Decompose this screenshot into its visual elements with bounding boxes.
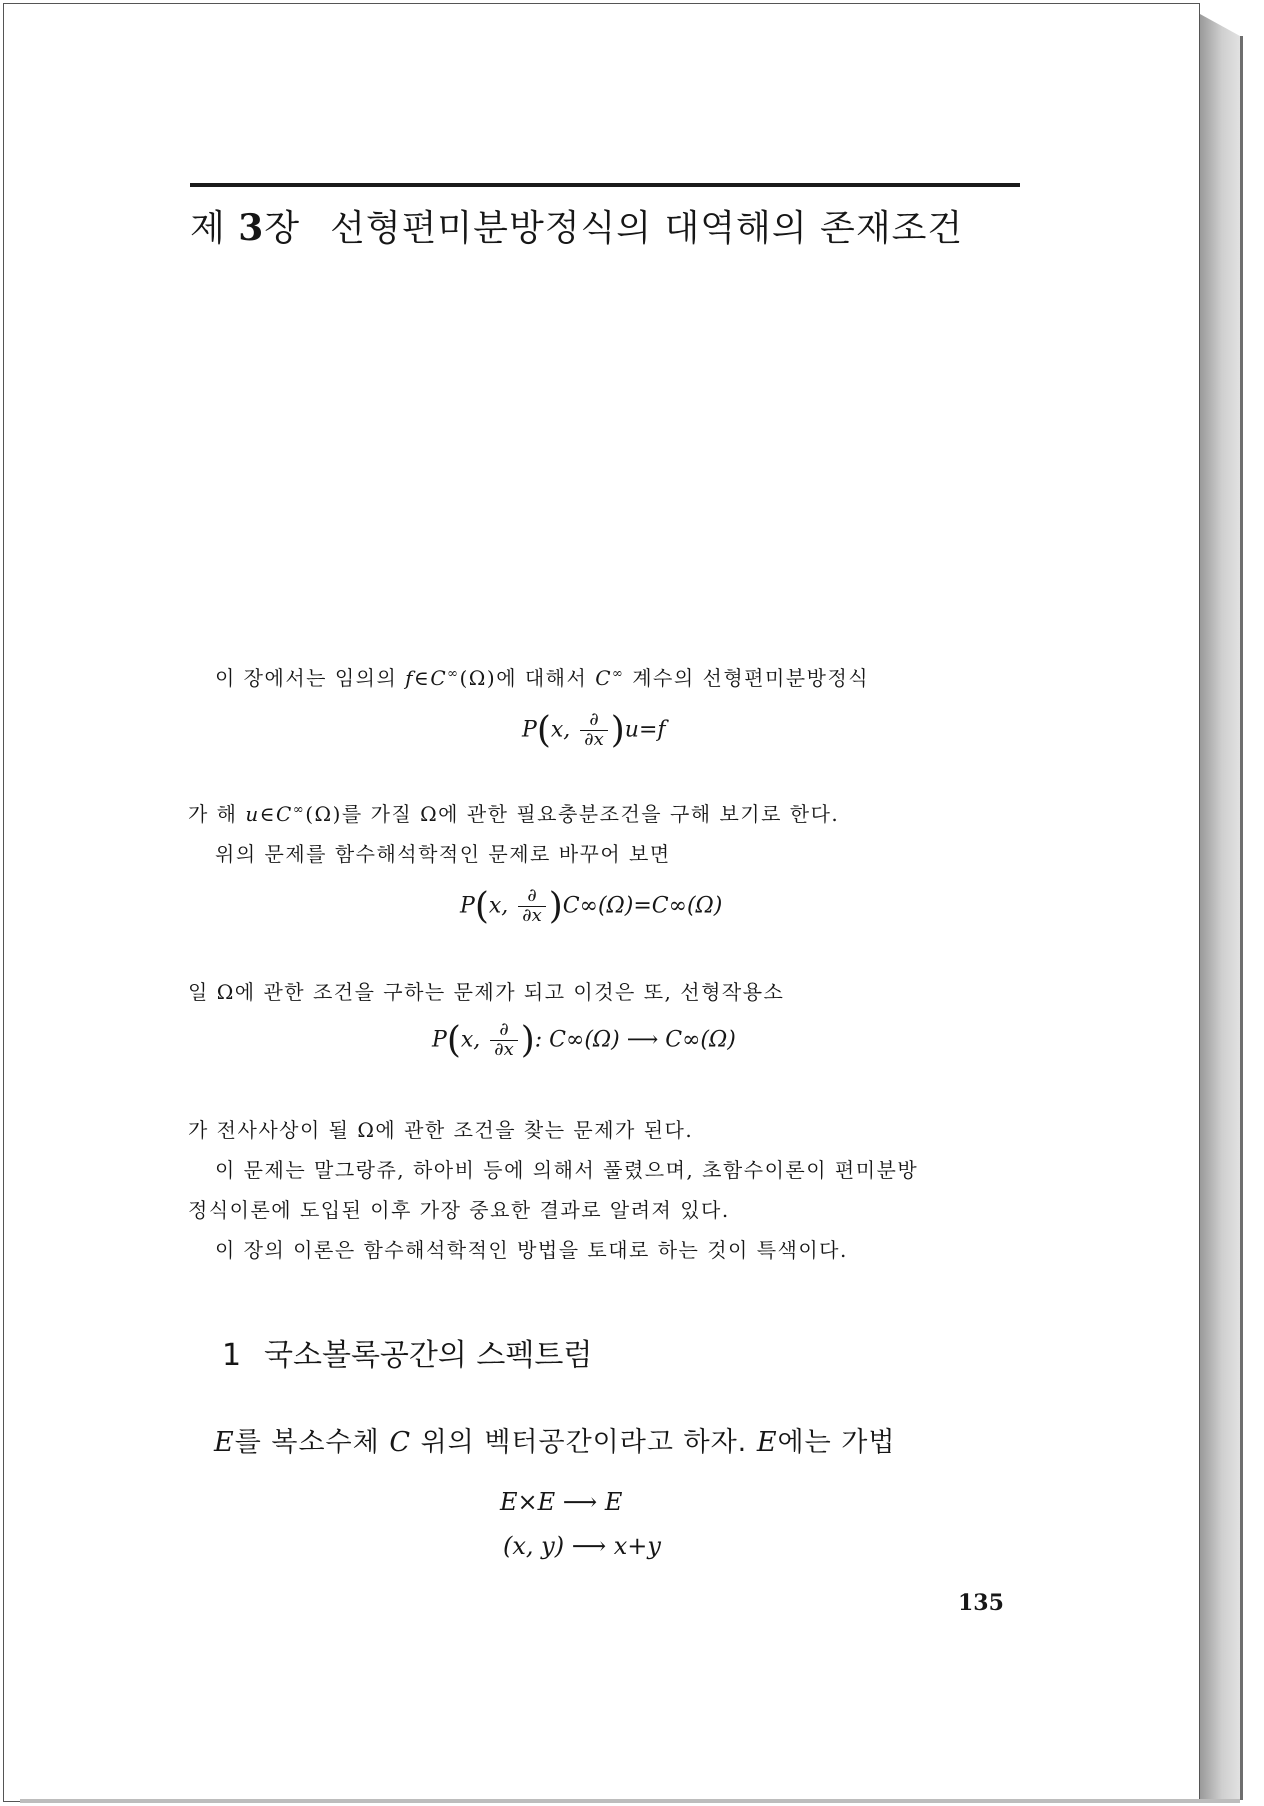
math-u-in-C: u∈C∞(Ω) — [245, 802, 342, 826]
fraction-partial-1: $\frac{\partial}{\partial x}$ — [580, 711, 607, 750]
intro-line-3: 위의 문제를 함수해석학적인 문제로 바꾸어 보면 — [215, 842, 671, 866]
chapter-label-prefix: 제 — [190, 208, 226, 249]
fraction-partial-3: $\frac{\partial}{\partial x}$ — [490, 1021, 517, 1060]
intro-line-2: 가 해 u∈C∞(Ω)를 가질 Ω에 관한 필요충분조건을 구해 보기로 한다. — [188, 802, 840, 826]
page-bottom-edge — [20, 1799, 1240, 1803]
section-text-line-1: E를 복소수체 C 위의 벡터공간이라고 하자. E에는 가법 — [214, 1427, 896, 1458]
section-heading — [222, 1330, 592, 1374]
chapter-label-suffix: 장 — [264, 208, 301, 249]
map-line-2: (x, y) ⟶ x+y — [503, 1532, 661, 1560]
intro-line-1: 이 장에서는 임의의 f∈C∞(Ω)에 대해서 C∞ 계수의 선형편미분방정식 — [215, 666, 870, 690]
equation-2: P(x, $\frac{\partial}{\partial x}$ )C∞(Ω)=C∞(Ω) — [460, 885, 723, 927]
page-edge — [1200, 14, 1240, 1800]
chapter-name: 선형편미분방정식의 대역해의 존재조건 — [330, 208, 964, 249]
math-f-in-C: f∈C∞(Ω) — [405, 666, 497, 690]
page-number: 135 — [958, 1590, 1004, 1616]
intro-line-6: 이 문제는 말그랑쥬, 하아비 등에 의해서 풀렸으며, 초함수이론이 편미분방 — [215, 1158, 919, 1182]
section-number: 1 — [222, 1338, 242, 1373]
chapter-number: 3 — [238, 207, 265, 249]
equation-3: P(x, $\frac{\partial}{\partial x}$ ): C∞(Ω) ⟶ C∞(Ω) — [432, 1019, 736, 1061]
intro-line-5: 가 전사사상이 될 Ω에 관한 조건을 찾는 문제가 된다. — [188, 1118, 694, 1142]
chapter-rule — [190, 183, 1020, 187]
section-name: 국소볼록공간의 스펙트럼 — [264, 1338, 593, 1373]
intro-line-7: 정식이론에 도입된 이후 가장 중요한 결과로 알려져 있다. — [188, 1198, 730, 1222]
omega-symbol: Ω — [357, 1118, 376, 1142]
omega-symbol: Ω — [216, 980, 235, 1004]
equation-1: P(x, $\frac{\partial}{\partial x}$ )u=f — [522, 709, 666, 751]
chapter-title — [190, 200, 963, 251]
page-edge-shadow — [1240, 36, 1243, 1800]
math-C-inf: C∞ — [595, 666, 625, 690]
fraction-partial-2: $\frac{\partial}{\partial x}$ — [518, 887, 545, 926]
intro-line-4: 일 Ω에 관한 조건을 구하는 문제가 되고 이것은 또, 선형작용소 — [188, 980, 785, 1004]
intro-line-8: 이 장의 이론은 함수해석학적인 방법을 토대로 하는 것이 특색이다. — [215, 1238, 848, 1262]
omega-symbol: Ω — [420, 802, 439, 826]
map-line-1: E×E ⟶ E — [500, 1488, 623, 1516]
